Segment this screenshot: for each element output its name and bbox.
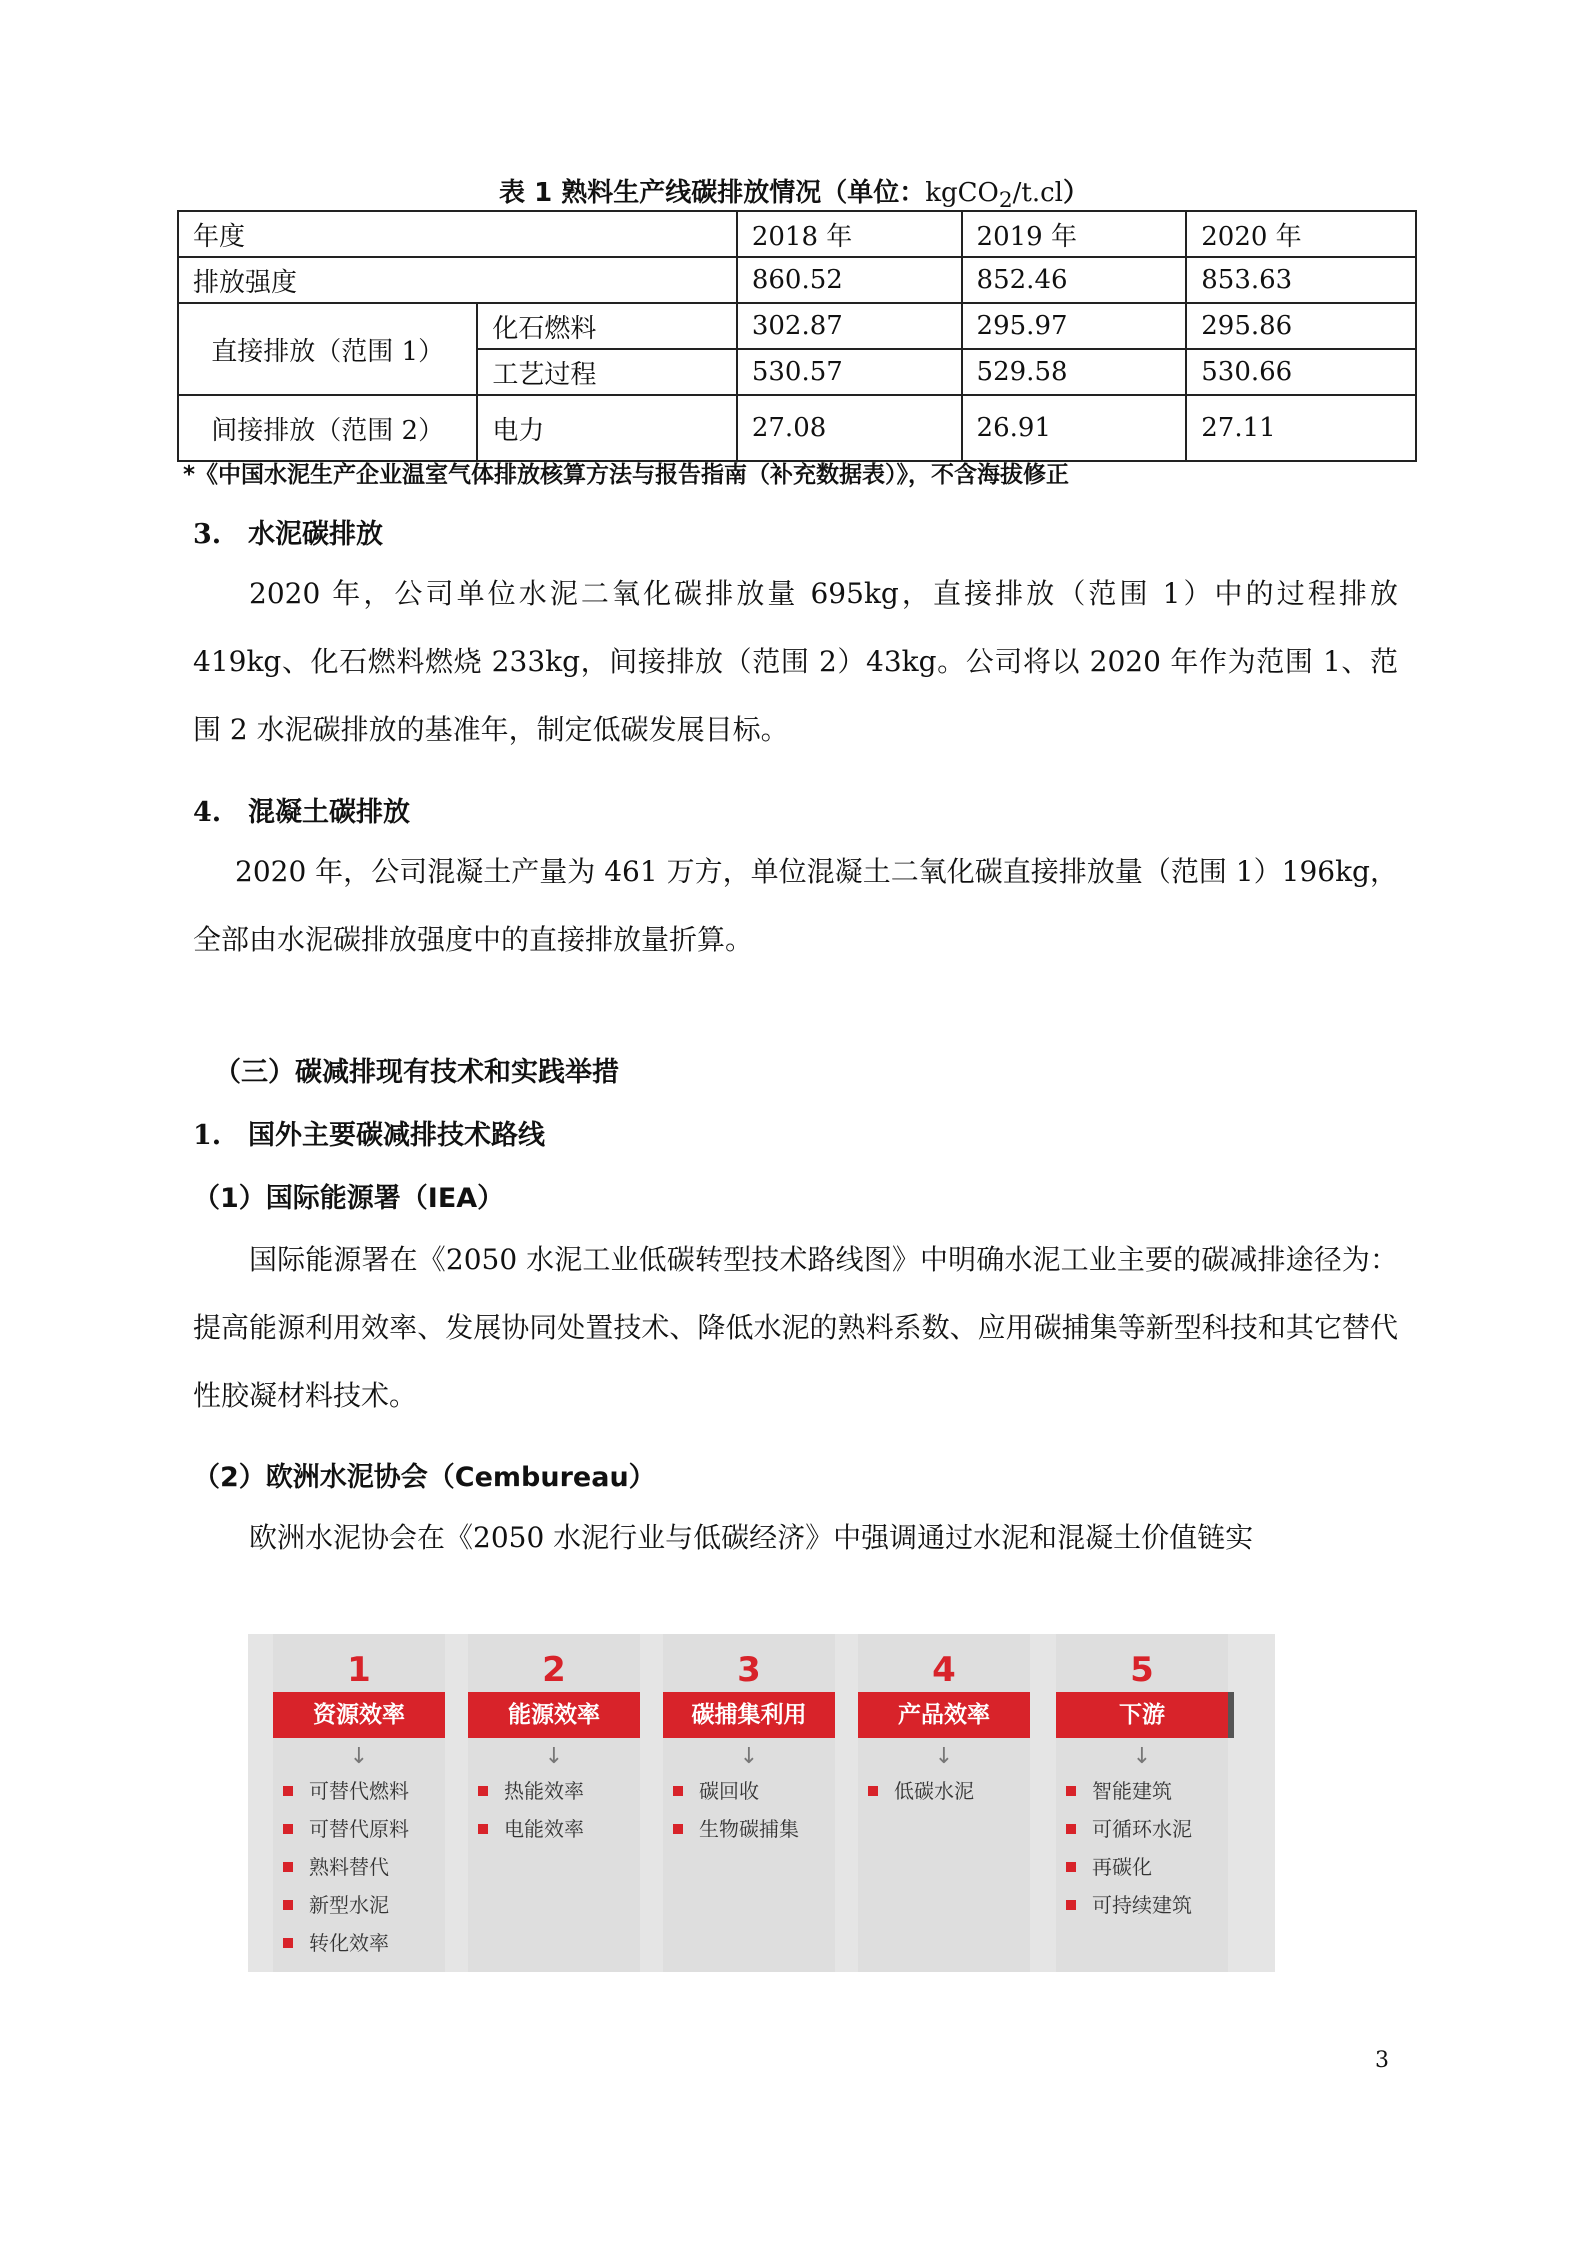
column-number: 3	[737, 1650, 761, 1690]
diagram-shadow-bar	[1228, 1692, 1234, 1738]
column-title: 能源效率	[468, 1692, 640, 1738]
arrow-down-icon: ↓	[934, 1744, 954, 1769]
arrow-down-icon: ↓	[544, 1744, 564, 1769]
bullet-square-icon	[283, 1900, 293, 1910]
header-2018: 2018 年	[737, 211, 962, 257]
list-item: 生物碳捕集	[673, 1810, 799, 1848]
bullet-square-icon	[478, 1786, 488, 1796]
cell: 27.08	[737, 395, 962, 461]
column-number: 5	[1130, 1650, 1154, 1690]
list-item: 可持续建筑	[1066, 1886, 1192, 1924]
cembureau-body: 欧洲水泥协会在《2050 水泥行业与低碳经济》中强调通过水泥和混凝土价值链实	[249, 1521, 1254, 1554]
bullet-square-icon	[673, 1824, 683, 1834]
list-item: 可替代原料	[283, 1810, 409, 1848]
header-2020: 2020 年	[1186, 211, 1416, 257]
column-number: 1	[347, 1650, 371, 1690]
list-item: 电能效率	[478, 1810, 584, 1848]
cell: 27.11	[1186, 395, 1416, 461]
arrow-down-icon: ↓	[1132, 1744, 1152, 1769]
value-chain-diagram	[248, 1634, 1275, 1972]
list-item: 智能建筑	[1066, 1772, 1192, 1810]
table-caption: 表 1 熟料生产线碳排放情况（单位：kgCO$_2$/t.cl）	[499, 178, 1089, 214]
list-item: 低碳水泥	[868, 1772, 974, 1810]
table-footnote: *《中国水泥生产企业温室气体排放核算方法与报告指南（补充数据表）》，不含海拔修正	[183, 462, 1070, 488]
row-label-indirect: 间接排放（范围 2）	[178, 395, 477, 461]
header-year: 年度	[178, 211, 737, 257]
bullet-square-icon	[478, 1824, 488, 1834]
cell: 530.66	[1186, 349, 1416, 395]
column-number: 4	[932, 1650, 956, 1690]
list-item: 碳回收	[673, 1772, 799, 1810]
table-row	[178, 395, 1416, 461]
section-4-heading: 4. 混凝土碳排放	[193, 797, 410, 828]
arrow-down-icon: ↓	[349, 1744, 369, 1769]
list-item: 转化效率	[283, 1924, 409, 1962]
column-title: 碳捕集利用	[663, 1692, 835, 1738]
column-title: 下游	[1056, 1692, 1228, 1738]
list-item: 再碳化	[1066, 1848, 1192, 1886]
list-item: 新型水泥	[283, 1886, 409, 1924]
diagram-column-4	[858, 1634, 1030, 1972]
row-label-direct: 直接排放（范围 1）	[178, 303, 477, 395]
row-label-fossil: 化石燃料	[477, 303, 736, 349]
column-number: 2	[542, 1650, 566, 1690]
page-number: 3	[1375, 2048, 1389, 2073]
bullet-square-icon	[283, 1938, 293, 1948]
row-label-intensity: 排放强度	[178, 257, 737, 303]
row-label-process: 工艺过程	[477, 349, 736, 395]
list-item: 熟料替代	[283, 1848, 409, 1886]
section-4-body: 2020 年，公司混凝土产量为 461 万方，单位混凝土二氧化碳直接排放量（范围 1）196kg，全部由水泥碳排放强度中的直接排放量折算。	[193, 855, 1398, 956]
table-row	[178, 257, 1416, 303]
cell: 529.58	[962, 349, 1187, 395]
list-item: 热能效率	[478, 1772, 584, 1810]
bullet-square-icon	[1066, 1786, 1076, 1796]
column-title: 产品效率	[858, 1692, 1030, 1738]
diagram-column-3	[663, 1634, 835, 1972]
cell: 295.97	[962, 303, 1187, 349]
cembureau-heading: （2）欧洲水泥协会（Cembureau）	[193, 1462, 656, 1493]
bullet-square-icon	[283, 1862, 293, 1872]
bullet-square-icon	[673, 1786, 683, 1796]
section-3-heading: 3. 水泥碳排放	[193, 519, 383, 550]
iea-body: 国际能源署在《2050 水泥工业低碳转型技术路线图》中明确水泥工业主要的碳减排途径为：提高能源利用效率、发展协同处置技术、降低水泥的熟料系数、应用碳捕集等新型科技和其它替代性胶凝材料技术。	[193, 1243, 1398, 1412]
bullet-square-icon	[283, 1824, 293, 1834]
table-header-row	[178, 211, 1416, 257]
cell: 530.57	[737, 349, 962, 395]
cell: 860.52	[737, 257, 962, 303]
header-2019: 2019 年	[962, 211, 1187, 257]
bullet-square-icon	[1066, 1900, 1076, 1910]
cell: 853.63	[1186, 257, 1416, 303]
bullet-square-icon	[283, 1786, 293, 1796]
row-label-power: 电力	[477, 395, 736, 461]
column-title: 资源效率	[273, 1692, 445, 1738]
diagram-column-2	[468, 1634, 640, 1972]
cell: 852.46	[962, 257, 1187, 303]
list-item: 可替代燃料	[283, 1772, 409, 1810]
bullet-square-icon	[868, 1786, 878, 1796]
bullet-square-icon	[1066, 1824, 1076, 1834]
cell: 302.87	[737, 303, 962, 349]
route-heading: 1. 国外主要碳减排技术路线	[193, 1120, 545, 1151]
diagram-column-5	[1056, 1634, 1228, 1972]
emission-table	[177, 210, 1417, 462]
diagram-column-1	[273, 1634, 445, 1972]
cell: 295.86	[1186, 303, 1416, 349]
caption-unit: kgCO$_2$/t.cl	[925, 178, 1063, 214]
table-row	[178, 303, 1416, 349]
part-3-heading: （三）碳减排现有技术和实践举措	[214, 1057, 619, 1088]
iea-heading: （1）国际能源署（IEA）	[193, 1183, 505, 1214]
arrow-down-icon: ↓	[739, 1744, 759, 1769]
list-item: 可循环水泥	[1066, 1810, 1192, 1848]
section-3-body: 2020 年，公司单位水泥二氧化碳排放量 695kg，直接排放（范围 1）中的过程排放 419kg、化石燃料燃烧 233kg，间接排放（范围 2）43kg。公司将以 2020 年作为范围 1、范围 2 水泥碳排放的基准年，制定低碳发展目标。	[193, 577, 1398, 746]
bullet-square-icon	[1066, 1862, 1076, 1872]
cell: 26.91	[962, 395, 1187, 461]
